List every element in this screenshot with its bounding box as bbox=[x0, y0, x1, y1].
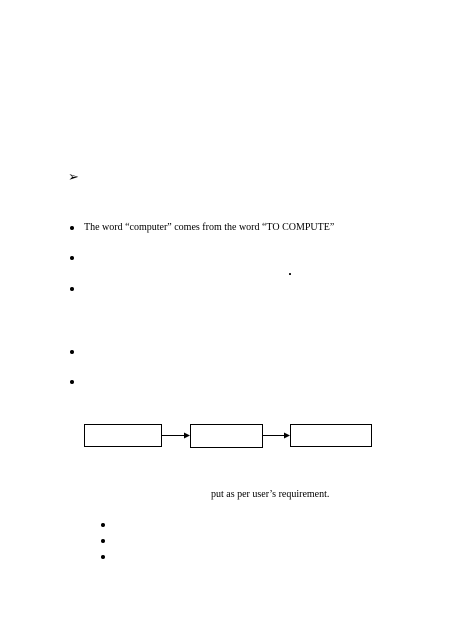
flow-arrow-2-head bbox=[284, 433, 290, 439]
sub-bullet-icon bbox=[101, 555, 105, 559]
sub-bullet-icon bbox=[101, 539, 105, 543]
bullet-text-computer-origin: The word “computer” comes from the word “TO COMPUTE” bbox=[84, 222, 335, 233]
sub-bullet-icon bbox=[101, 523, 105, 527]
arrow-bullet-icon: ➢ bbox=[68, 169, 79, 184]
requirement-text: put as per user’s requirement. bbox=[211, 489, 330, 500]
flow-arrow-1-head bbox=[184, 433, 190, 439]
